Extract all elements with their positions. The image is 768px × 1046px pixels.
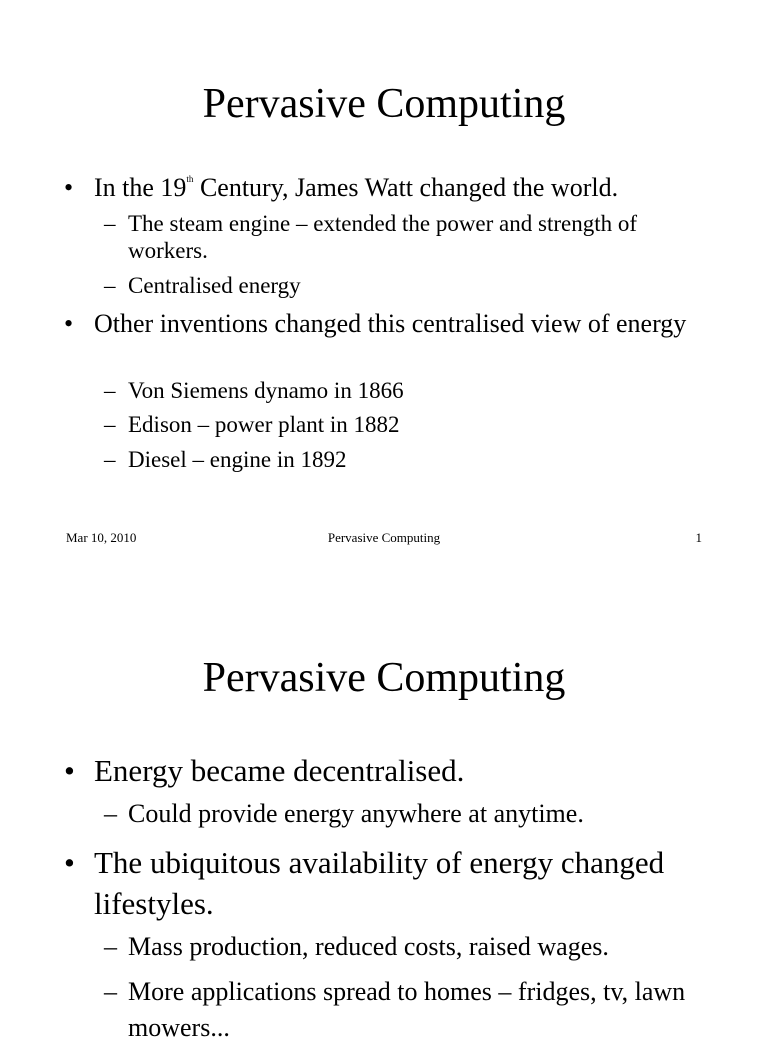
dash-icon: – [104,977,117,1006]
bullet-icon: • [64,309,74,338]
bullet-icon: • [64,173,74,202]
bullet-text: The ubiquitous availability of energy changed lifestyles. [94,845,665,921]
sub-bullet-text: More applications spread to homes – fridges, tv, lawn mowers... [128,977,686,1042]
sub-bullet-text: Centralised energy [128,273,301,298]
bullet-item [64,172,708,203]
dash-icon: – [104,211,116,236]
slide-2 [0,572,768,1042]
superscript-ordinal: th [186,174,194,184]
sub-bullet-item [104,796,708,832]
bullet-icon: • [64,845,75,880]
sub-bullet-item [104,411,708,438]
bullet-item [64,842,708,924]
dash-icon: – [104,799,117,828]
bullet-icon: • [64,753,75,788]
sub-bullet-text: Von Siemens dynamo in 1866 [128,378,404,403]
dash-icon: – [104,932,117,961]
bullet-text-suffix: Century, James Watt changed the world. [193,173,619,202]
sub-bullet-item [104,974,708,1046]
dash-icon: – [104,378,116,403]
bullet-text: Other inventions changed this centralised view of energy [94,309,687,338]
dash-icon: – [104,447,116,472]
sub-bullet-text: Mass production, reduced costs, raised wages. [128,932,609,961]
sub-bullet-item [104,446,708,473]
sub-bullet-text: The steam engine – extended the power and strength of workers. [128,211,638,263]
bullet-item [64,750,708,791]
sub-bullet-item [104,210,708,264]
dash-icon: – [104,412,116,437]
footer-title: Pervasive Computing [327,530,441,545]
footer-date: Mar 10, 2010 [66,530,137,545]
footer-page-number: 1 [695,530,702,545]
sub-bullet-text: Could provide energy anywhere at anytime. [128,799,584,828]
sub-bullet-item [104,377,708,404]
sub-bullet-text: Edison – power plant in 1882 [128,412,400,437]
sub-bullet-text: Diesel – engine in 1892 [128,447,347,472]
bullet-text [94,172,708,203]
bullet-text-prefix: In the 19 [94,173,187,202]
bullet-item [64,308,708,339]
bullet-text: Energy became decentralised. [94,753,465,788]
slide-title: Pervasive Computing [202,655,566,701]
sub-bullet-item [104,272,708,299]
dash-icon: – [104,273,116,298]
slide-title: Pervasive Computing [202,81,566,127]
sub-bullet-item [104,929,708,965]
